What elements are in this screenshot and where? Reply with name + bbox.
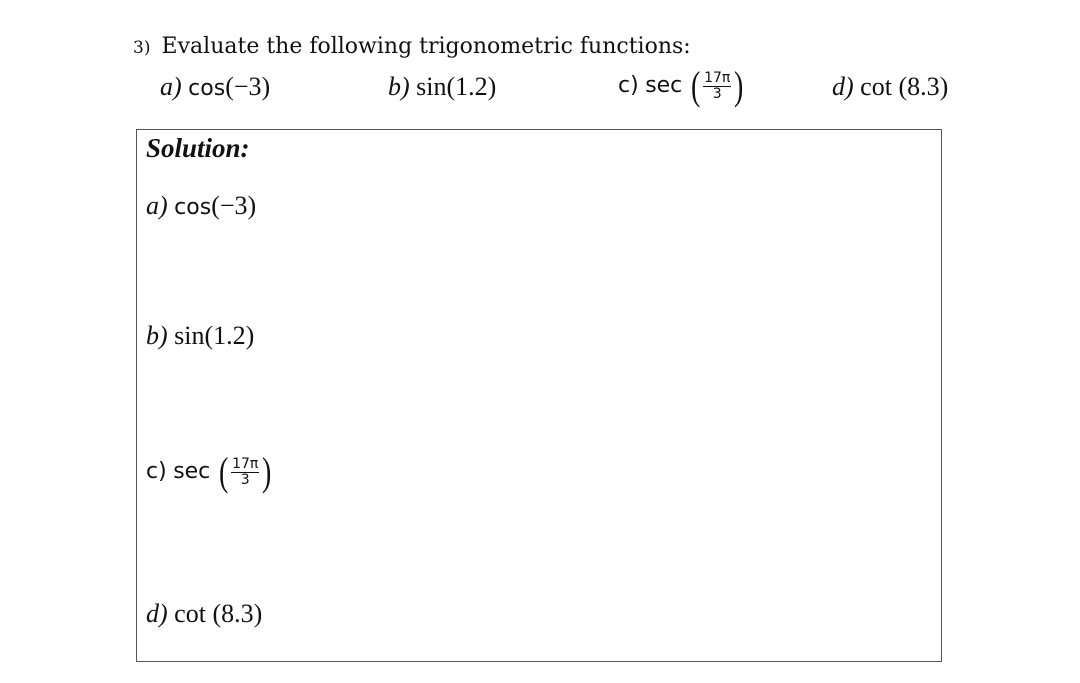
fraction-numerator: 17π: [704, 69, 731, 86]
function-name: sec: [645, 72, 683, 98]
part-letter: c): [146, 458, 167, 484]
solution-part-c: [146, 449, 274, 494]
question-part-c: [618, 63, 746, 108]
fraction: [703, 71, 731, 101]
fraction-numerator: 17π: [232, 455, 259, 472]
function-argument: (1.2): [204, 321, 255, 350]
question-prompt: Evaluate the following trigonometric functions:: [161, 34, 691, 59]
solution-part-d: [146, 599, 262, 629]
function-argument: (1.2): [446, 72, 497, 101]
function-argument: (−3): [211, 191, 257, 220]
function-argument: (8.3): [898, 72, 949, 101]
question-header: [133, 34, 691, 59]
function-argument: (−3): [225, 72, 271, 101]
solution-part-b: [146, 321, 254, 351]
function-name: cos: [174, 195, 212, 220]
part-letter: b): [388, 72, 410, 101]
function-name: sin: [416, 72, 447, 101]
part-letter: d): [146, 599, 168, 628]
fraction: [231, 457, 259, 487]
question-number: 3): [133, 38, 151, 58]
part-letter: b): [146, 321, 168, 350]
solution-box: [136, 129, 942, 662]
solution-label: Solution:: [146, 133, 250, 163]
part-letter: c): [618, 72, 639, 98]
function-name: cos: [188, 76, 226, 101]
question-part-d: [832, 72, 948, 102]
part-letter: a): [160, 72, 182, 101]
part-letter: a): [146, 191, 168, 220]
question-part-b: [388, 72, 496, 102]
function-name: cot: [860, 72, 892, 101]
fraction-argument: ( $\frac{17\pi}{3}$ ): [218, 449, 272, 494]
function-name: sin: [174, 321, 205, 350]
part-letter: d): [832, 72, 854, 101]
question-part-a: [160, 72, 270, 102]
fraction-denominator: 3: [240, 471, 250, 488]
function-name: cot: [174, 599, 206, 628]
solution-part-a: [146, 191, 256, 221]
function-name: sec: [173, 458, 211, 484]
fraction-denominator: 3: [712, 85, 722, 102]
fraction-argument: ( $\frac{17\pi}{3}$ ): [690, 63, 744, 108]
function-argument: (8.3): [212, 599, 263, 628]
